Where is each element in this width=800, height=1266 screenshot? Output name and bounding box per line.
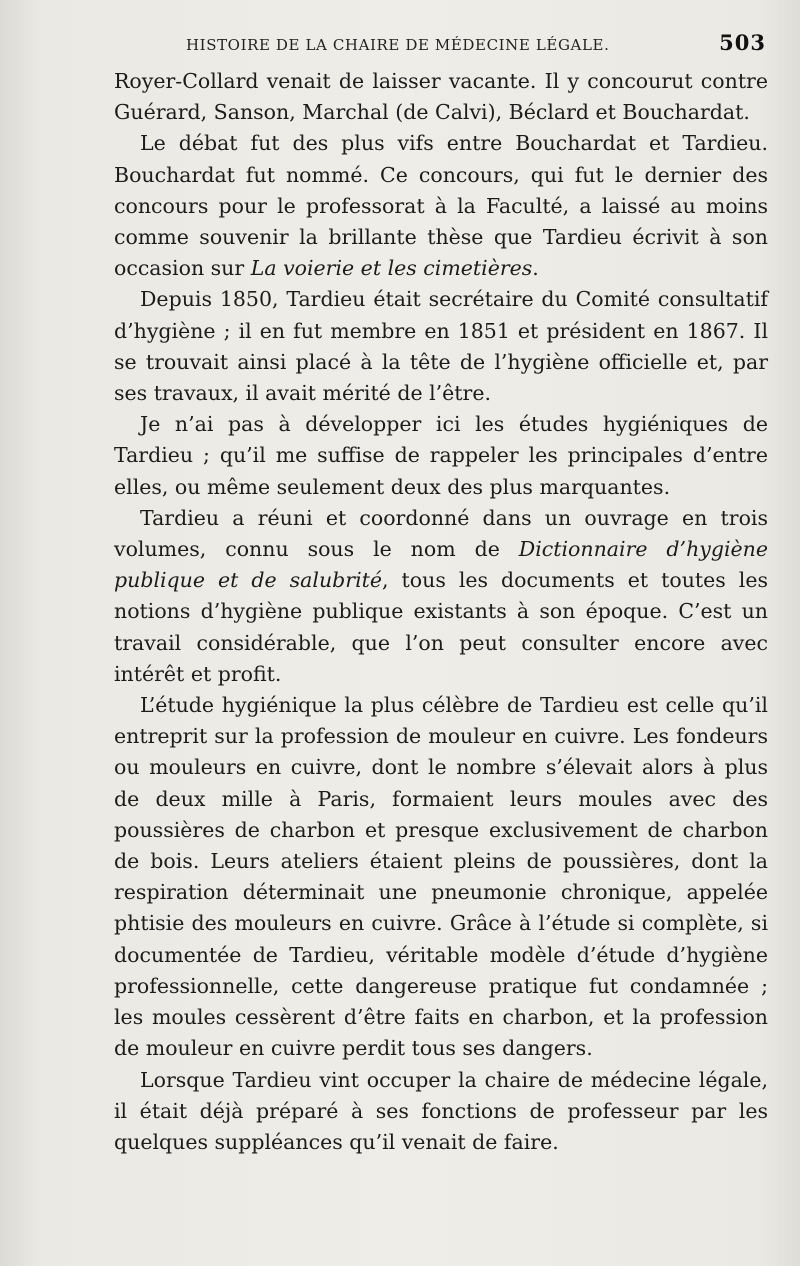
- running-head: HISTOIRE DE LA CHAIRE DE MÉDECINE LÉGALE.: [186, 36, 610, 54]
- paragraph: [114, 128, 768, 284]
- page-number: 503: [719, 30, 766, 55]
- text-run: .: [532, 256, 539, 281]
- paragraph: [114, 1065, 768, 1159]
- paragraph: [114, 503, 768, 690]
- italic-title: Dictionnaire d’hygiène publique et de salubrité: [114, 537, 768, 593]
- body-text: [114, 66, 768, 1158]
- text-run: Royer-Collard venait de laisser vacante. Il y concourut contre Guérard, Sanson, Marchal (de Calvi), Béclard et Bouchardat.: [114, 69, 768, 125]
- paragraph: [114, 690, 768, 1064]
- text-run: , tous les documents et toutes les notions d’hygiène publique existants à son époque. C’est un travail considérable, que l’on peut consulter encore avec intérêt et profit.: [114, 568, 769, 686]
- page-header: [186, 30, 766, 62]
- paragraph: [114, 284, 768, 409]
- paragraph: [114, 66, 768, 128]
- text-run: Lorsque Tardieu vint occuper la chaire de médecine légale, il était déjà préparé à ses fonctions de professeur par les quelques suppléances qu’il venait de faire.: [114, 1067, 768, 1154]
- text-run: Depuis 1850, Tardieu était secrétaire du Comité consultatif d’hygiène ; il en fut membre en 1851 et président en 1867. Il se trouvait ainsi placé à la tête de l’hygiène officielle et, par ses travaux, il avait mérité de l’être.: [114, 287, 768, 406]
- text-run: L’étude hygiénique la plus célèbre de Tardieu est celle qu’il entreprit sur la profession de mouleur en cuivre. Les fondeurs ou mouleurs en cuivre, dont le nombre s’élevait alors à plus de deux mille à Paris, formaient leurs moules avec des poussières de charbon et presque exclusivement de charbon de bois. Leurs ateliers étaient pleins de poussières, dont la respiration déterminait une pneumonie chronique, appelée phtisie des mouleurs en cuivre. Grâce à l’étude si complète, si documentée de Tardieu, véritable modèle d’étude d’hygiène professionnelle, cette dangereuse pratique fut condamnée ; les moules cessèrent d’être faits en charbon, et la profession de mouleur en cuivre perdit tous ses dangers.: [114, 693, 768, 1061]
- text-run: Je n’ai pas à développer ici les études hygiéniques de Tardieu ; qu’il me suffise de rappeler les principales d’entre elles, ou même seulement deux des plus marquantes.: [114, 412, 768, 499]
- text-run: Le débat fut des plus vifs entre Bouchardat et Tardieu. Bouchardat fut nommé. Ce concours, qui fut le dernier des concours pour le professorat à la Faculté, a laissé au moins comme souvenir la brillante thèse que Tardieu écrivit à son occasion sur: [114, 131, 768, 281]
- text-run: Tardieu a réuni et coordonné dans un ouvrage en trois volumes, connu sous le nom de: [114, 505, 768, 562]
- paragraph: [114, 409, 768, 503]
- italic-title: La voierie et les cimetières: [250, 256, 533, 281]
